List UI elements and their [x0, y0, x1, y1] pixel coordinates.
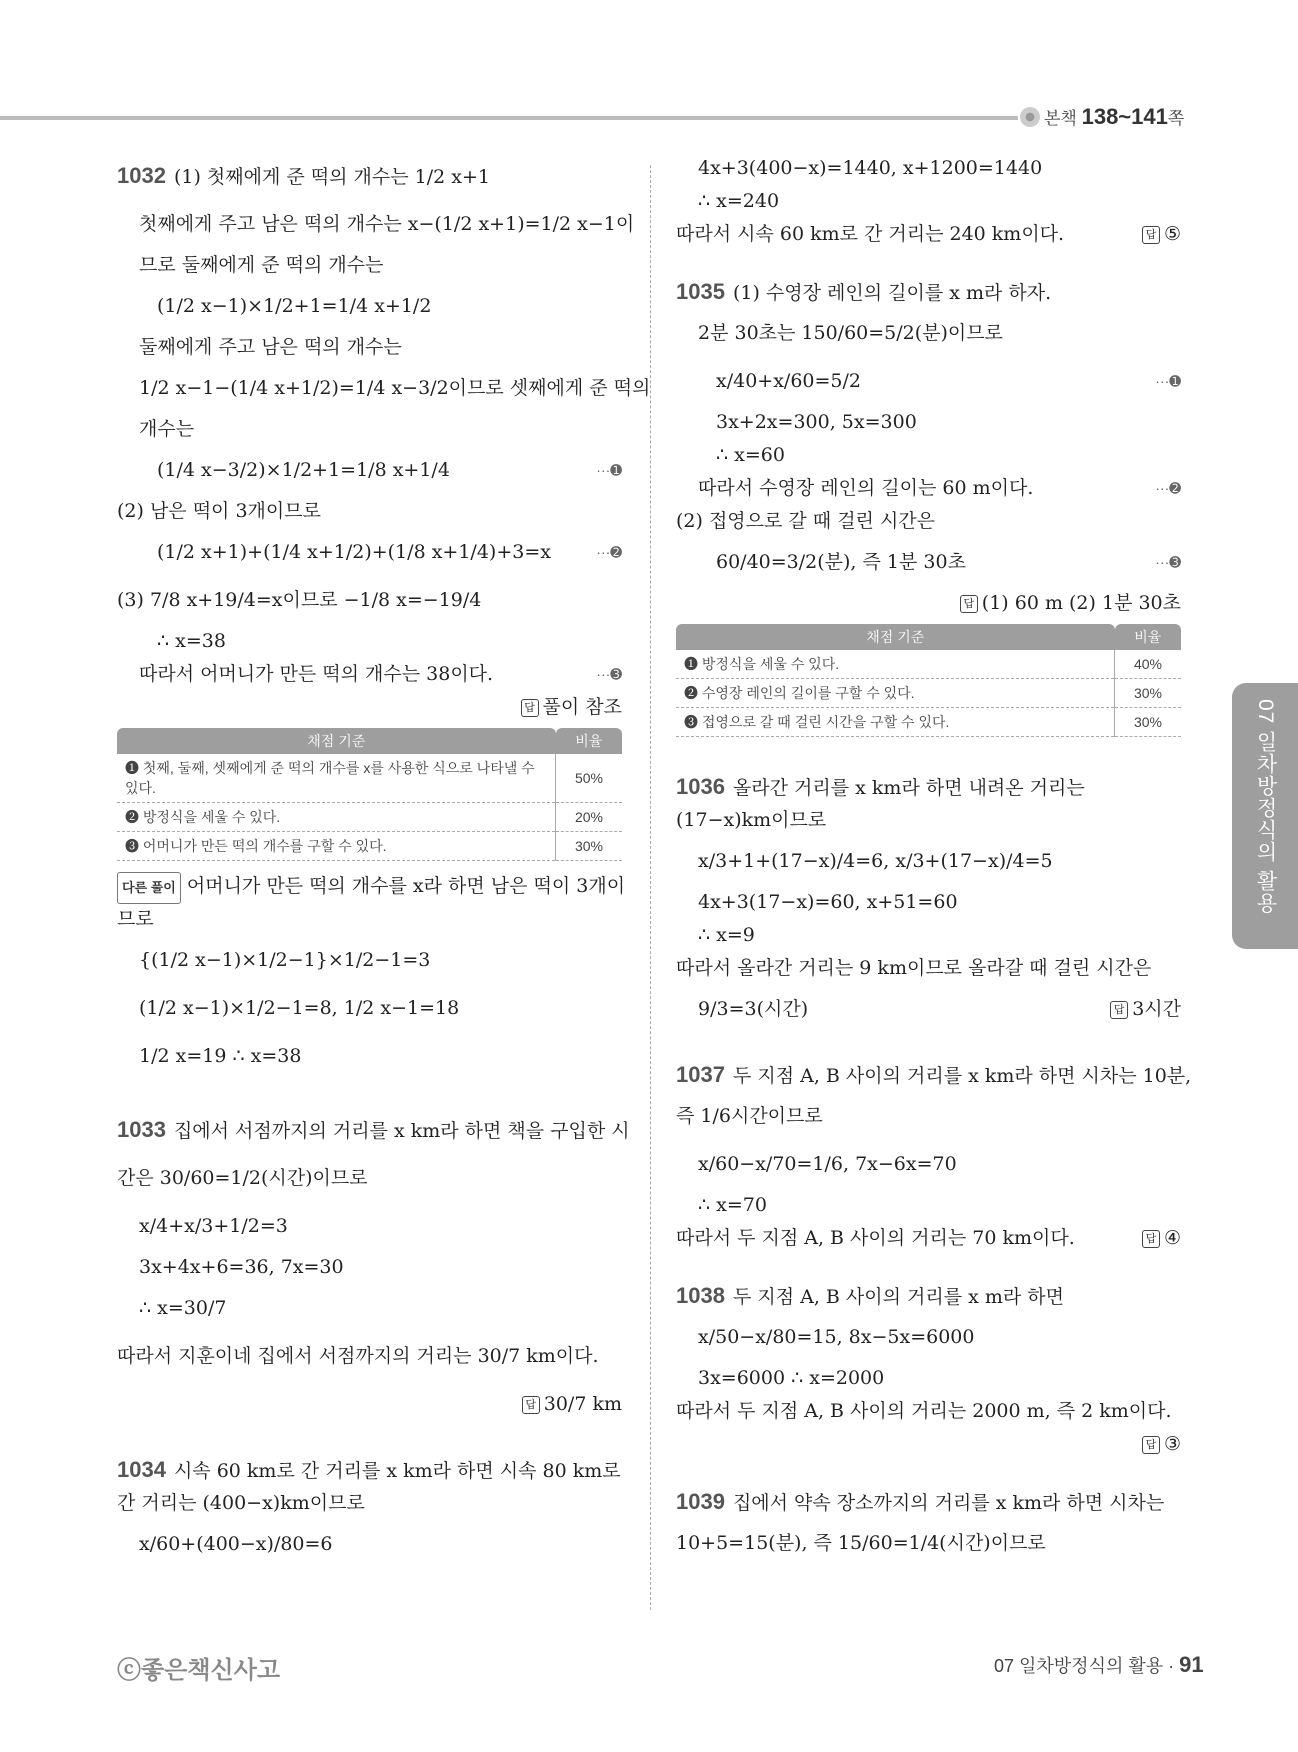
equation-line: 4x+3(17−x)=60, x+51=60 — [698, 891, 958, 913]
answer-line: 답 30/7 km — [117, 1382, 622, 1426]
scoring-table: 채점 기준 비율 ❶ 첫째, 둘째, 셋째에게 준 떡의 개수를 x를 사용한 식으로 나타낼 수 있다. 50% ❷ 방정식을 세울 수 있다. 20% ❸ 어머니가 만든 떡의 개수를 구할 수 있다. 30% — [117, 728, 622, 861]
solution-line: 간 거리는 (400−x)km이므로 — [117, 1492, 365, 1514]
equation-line: x/3+1+(17−x)/4=6, x/3+(17−x)/4=5 — [698, 850, 1053, 872]
equation-line: x/50−x/80=15, 8x−5x=6000 — [698, 1326, 975, 1348]
step-marker: ···➌ — [596, 666, 622, 682]
problem-1032-line: 1032 (1) 첫째에게 준 떡의 개수는 1/2 x+1 — [117, 163, 490, 188]
problem-number: 1036 — [676, 774, 725, 799]
problem-number: 1035 — [676, 279, 725, 304]
answer-line: 답 풀이 참조 — [117, 692, 622, 722]
solution-line: (2) 접영으로 갈 때 걸린 시간은 — [676, 510, 936, 532]
solution-line: 2분 30초는 150/60=5/2(분)이므로 — [698, 322, 1003, 344]
problem-number: 1032 — [117, 163, 166, 188]
equation-line: ∴ x=9 — [698, 924, 755, 946]
solution-line: 따라서 지훈이네 집에서 서점까지의 거리는 30/7 km이다. — [117, 1345, 599, 1367]
solution-line: 므로 둘째에게 준 떡의 개수는 — [139, 254, 384, 276]
equation-line: (1/4 x−3/2)×1/2+1=1/8 x+1/4 ···➊ — [117, 448, 622, 492]
equation-line: 3x=6000 ∴ x=2000 — [698, 1367, 885, 1389]
equation-line: (1/2 x−1)×1/2−1=8, 1/2 x−1=18 — [139, 997, 460, 1019]
solution-line: 둘째에게 주고 남은 떡의 개수는 — [139, 336, 402, 358]
left-column — [117, 150, 651, 1570]
solution-line: 따라서 두 지점 A, B 사이의 거리는 2000 m, 즉 2 km이다. — [676, 1400, 1172, 1422]
step-marker: ···➋ — [596, 544, 622, 560]
equation-line: ∴ x=38 — [157, 630, 226, 652]
answer-icon: 답 — [1142, 1436, 1160, 1454]
table-row: ❷ 수영장 레인의 길이를 구할 수 있다. 30% — [676, 679, 1181, 708]
chapter-side-tab: 07 일차방정식의 활용 — [1232, 683, 1298, 949]
step-marker: ···➊ — [1155, 373, 1181, 389]
problem-number: 1034 — [117, 1457, 166, 1482]
equation-line: 1/2 x−1−(1/4 x+1/2)=1/4 x−3/2이므로 셋째에게 준 떡의 — [139, 377, 651, 399]
answer-line: 답 (1) 60 m (2) 1분 30초 — [676, 588, 1181, 618]
equation-line: 3x+4x+6=36, 7x=30 — [139, 1256, 344, 1278]
publisher-logo: ⓒ좋은책신사고 — [117, 1657, 281, 1684]
answer-line: 답 ③ — [676, 1429, 1181, 1459]
alt-solution-line: 다른 풀이 어머니가 만든 떡의 개수를 x라 하면 남은 떡이 3개이 — [117, 871, 622, 901]
solution-line: 간은 30/60=1/2(시간)이므로 — [117, 1167, 368, 1189]
solution-line: 따라서 어머니가 만든 떡의 개수는 38이다. ···➌ — [117, 659, 622, 689]
equation-line: ∴ x=70 — [698, 1194, 767, 1216]
problem-1034-line: 1034 시속 60 km로 간 거리를 x km라 하면 시속 80 km로 — [117, 1457, 621, 1482]
problem-1035-line: 1035 (1) 수영장 레인의 길이를 x m라 하자. — [676, 279, 1052, 304]
problem-number: 1039 — [676, 1489, 725, 1514]
equation-line: (1/2 x+1)+(1/4 x+1/2)+(1/8 x+1/4)+3=x ···➋ — [117, 530, 622, 574]
solution-line: 따라서 시속 60 km로 간 거리는 240 km이다. 답 ⑤ — [676, 223, 1181, 245]
right-column — [676, 150, 1192, 1569]
solution-line: 첫째에게 주고 남은 떡의 개수는 x−(1/2 x+1)=1/2 x−1이 — [139, 213, 635, 235]
answer-icon: 답 — [522, 1396, 540, 1414]
page-reference: 본책 138~141쪽 — [1020, 104, 1184, 130]
step-marker: ···➌ — [1155, 554, 1181, 570]
solution-line: (17−x)km이므로 — [676, 809, 827, 831]
table-row: ❸ 어머니가 만든 떡의 개수를 구할 수 있다. 30% — [117, 832, 622, 861]
alt-solution-badge: 다른 풀이 — [117, 872, 181, 904]
answer-icon: 답 — [521, 699, 539, 717]
page-number: 91 — [1179, 1652, 1204, 1677]
solution-line: 따라서 두 지점 A, B 사이의 거리는 70 km이다. 답 ④ — [676, 1227, 1181, 1249]
step-marker: ···➊ — [596, 462, 622, 478]
solution-line: 즉 1/6시간이므로 — [676, 1105, 823, 1127]
solution-line: 따라서 올라간 거리는 9 km이므로 올라갈 때 걸린 시간은 — [676, 957, 1152, 979]
equation-line: x/40+x/60=5/2 ···➊ — [676, 359, 1181, 403]
equation-line: 9/3=3(시간) 답 3시간 — [698, 998, 1181, 1020]
solution-line: 개수는 — [139, 418, 195, 440]
answer-icon: 답 — [1142, 226, 1160, 244]
problem-1039-line: 1039 집에서 약속 장소까지의 거리를 x km라 하면 시차는 — [676, 1489, 1165, 1514]
column-divider — [650, 165, 651, 1610]
equation-line: 4x+3(400−x)=1440, x+1200=1440 — [698, 157, 1043, 179]
problem-1038-line: 1038 두 지점 A, B 사이의 거리를 x m라 하면 — [676, 1283, 1064, 1308]
solution-line: (2) 남은 떡이 3개이므로 — [117, 500, 321, 522]
equation-line: ∴ x=240 — [698, 190, 780, 212]
table-row: ❶ 방정식을 세울 수 있다. 40% — [676, 650, 1181, 679]
equation-line: x/4+x/3+1/2=3 — [139, 1215, 288, 1237]
answer-icon: 답 — [1110, 1001, 1128, 1019]
equation-line: ∴ x=30/7 — [139, 1297, 227, 1319]
problem-1036-line: 1036 올라간 거리를 x km라 하면 내려온 거리는 — [676, 774, 1085, 799]
flower-icon — [1020, 107, 1040, 127]
problem-number: 1037 — [676, 1062, 725, 1087]
header-rule — [0, 116, 1018, 120]
equation-line: (3) 7/8 x+19/4=x이므로 −1/8 x=−19/4 — [117, 589, 482, 611]
solution-line: 므로 — [117, 908, 154, 930]
equation-line: 1/2 x=19 ∴ x=38 — [139, 1045, 302, 1067]
equation-line: x/60−x/70=1/6, 7x−6x=70 — [698, 1153, 957, 1175]
equation-line: {(1/2 x−1)×1/2−1}×1/2−1=3 — [139, 949, 431, 971]
equation-line: ∴ x=60 — [716, 444, 785, 466]
equation-line: 60/40=3/2(분), 즉 1분 30초 ···➌ — [676, 540, 1181, 584]
equation-line: x/60+(400−x)/80=6 — [139, 1533, 333, 1555]
answer-icon: 답 — [1142, 1230, 1160, 1248]
problem-1033-line: 1033 집에서 서점까지의 거리를 x km라 하면 책을 구입한 시 — [117, 1117, 630, 1142]
table-row: ❶ 첫째, 둘째, 셋째에게 준 떡의 개수를 x를 사용한 식으로 나타낼 수 있다. 50% — [117, 754, 622, 803]
solution-line: 10+5=15(분), 즉 15/60=1/4(시간)이므로 — [676, 1532, 1046, 1554]
table-row: ❷ 방정식을 세울 수 있다. 20% — [117, 803, 622, 832]
equation-line: (1/2 x−1)×1/2+1=1/4 x+1/2 — [157, 295, 432, 317]
table-row: ❸ 접영으로 갈 때 걸린 시간을 구할 수 있다. 30% — [676, 708, 1181, 737]
answer-icon: 답 — [960, 595, 978, 613]
equation-line: 3x+2x=300, 5x=300 — [716, 411, 917, 433]
problem-1037-line: 1037 두 지점 A, B 사이의 거리를 x km라 하면 시차는 10분, — [676, 1062, 1192, 1087]
solution-line: 따라서 수영장 레인의 길이는 60 m이다. ···➋ — [676, 473, 1181, 503]
problem-number: 1033 — [117, 1117, 166, 1142]
problem-number: 1038 — [676, 1283, 725, 1308]
scoring-table: 채점 기준 비율 ❶ 방정식을 세울 수 있다. 40% ❷ 수영장 레인의 길이를 구할 수 있다. 30% ❸ 접영으로 갈 때 걸린 시간을 구할 수 있다. 30% — [676, 624, 1181, 737]
step-marker: ···➋ — [1155, 480, 1181, 496]
page-footer: 07 일차방정식의 활용 · 91 — [994, 1652, 1204, 1677]
